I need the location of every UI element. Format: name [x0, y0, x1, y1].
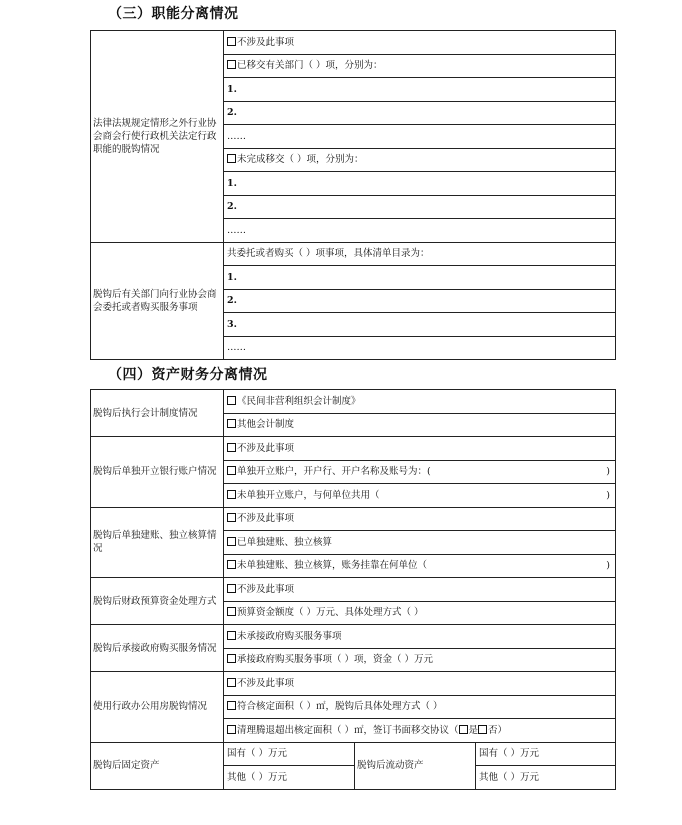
service-purchase-row: 共委托或者购买（ ）项事项，具体清单目录为： — [224, 242, 616, 266]
checkbox[interactable] — [227, 701, 236, 710]
bookkeeping-row: 不涉及此事项 — [224, 507, 616, 531]
function-transfer-label: 法律法规规定情形之外行业协会商会行使行政机关法定行政职能的脱钩情况 — [91, 31, 224, 243]
checkbox[interactable] — [227, 60, 236, 69]
gov-procurement-row: 未承接政府购买服务事项 — [224, 625, 616, 649]
budget-funds-label: 脱钩后财政预算资金处理方式 — [91, 578, 224, 625]
fixed-assets-state-field[interactable]: 国有（ ）万元 — [224, 742, 355, 766]
checkbox[interactable] — [227, 537, 236, 546]
fixed-assets-label: 脱钩后固定资产 — [91, 742, 224, 789]
current-assets-other-field[interactable]: 其他（ ）万元 — [476, 766, 616, 790]
section4-title: （四）资产财务分离情况 — [108, 367, 268, 383]
bank-account-row: 未单独开立账户，与何单位共用（ ) — [224, 484, 616, 508]
current-assets-label: 脱钩后流动资产 — [355, 742, 476, 789]
checkbox[interactable] — [227, 513, 236, 522]
function-transfer-row[interactable]: …… — [224, 219, 616, 243]
checkbox[interactable] — [227, 607, 236, 616]
accounting-system-label: 脱钩后执行会计制度情况 — [91, 390, 224, 437]
service-purchase-row[interactable]: 3. — [224, 313, 616, 337]
gov-procurement-label: 脱钩后承接政府购买服务情况 — [91, 625, 224, 672]
accounting-system-row: 《民间非营利组织会计制度》 — [224, 390, 616, 414]
checkbox[interactable] — [227, 560, 236, 569]
checkbox-yes[interactable] — [459, 725, 468, 734]
gov-procurement-row: 承接政府购买服务事项（ ）项，资金（ ）万元 — [224, 648, 616, 672]
fixed-assets-other-field[interactable]: 其他（ ）万元 — [224, 766, 355, 790]
service-purchase-row[interactable]: 1. — [224, 266, 616, 290]
office-space-row: 清理腾退超出核定面积（ ）㎡，签订书面移交协议（ 是 否） — [224, 719, 616, 743]
function-transfer-row[interactable]: 1. — [224, 172, 616, 196]
checkbox[interactable] — [227, 396, 236, 405]
office-space-row: 符合核定面积（ ）㎡，脱钩后具体处理方式（ ） — [224, 695, 616, 719]
checkbox[interactable] — [227, 443, 236, 452]
function-transfer-row[interactable]: 2. — [224, 101, 616, 125]
current-assets-state-field[interactable]: 国有（ ）万元 — [476, 742, 616, 766]
checkbox[interactable] — [227, 678, 236, 687]
checkbox[interactable] — [227, 490, 236, 499]
service-purchase-row[interactable]: …… — [224, 336, 616, 360]
office-space-row: 不涉及此事项 — [224, 672, 616, 696]
bank-account-row: 不涉及此事项 — [224, 437, 616, 461]
checkbox[interactable] — [227, 419, 236, 428]
budget-funds-row: 不涉及此事项 — [224, 578, 616, 602]
function-transfer-row: 未完成移交（ ）项，分别为： — [224, 148, 616, 172]
bank-account-label: 脱钩后单独开立银行账户情况 — [91, 437, 224, 508]
function-transfer-row[interactable]: …… — [224, 125, 616, 149]
function-transfer-row[interactable]: 1. — [224, 78, 616, 102]
checkbox-no[interactable] — [478, 725, 487, 734]
service-purchase-label: 脱钩后有关部门向行业协会商会委托或者购买服务事项 — [91, 242, 224, 360]
function-transfer-row: 不涉及此事项 — [224, 31, 616, 55]
checkbox[interactable] — [227, 654, 236, 663]
checkbox[interactable] — [227, 154, 236, 163]
bank-account-row: 单独开立账户，开户行、开户名称及账号为：( ) — [224, 460, 616, 484]
budget-funds-row: 预算资金额度（ ）万元、具体处理方式（ ） — [224, 601, 616, 625]
checkbox[interactable] — [227, 725, 236, 734]
section3-title: （三）职能分离情况 — [108, 6, 239, 22]
accounting-system-row: 其他会计制度 — [224, 413, 616, 437]
function-transfer-row[interactable]: 2. — [224, 195, 616, 219]
checkbox[interactable] — [227, 37, 236, 46]
function-separation-table — [90, 30, 616, 360]
checkbox[interactable] — [227, 466, 236, 475]
checkbox[interactable] — [227, 631, 236, 640]
bookkeeping-row: 未单独建账、独立核算，账务挂靠在何单位（ ) — [224, 554, 616, 578]
service-purchase-row[interactable]: 2. — [224, 289, 616, 313]
checkbox[interactable] — [227, 584, 236, 593]
office-space-label: 使用行政办公用房脱钩情况 — [91, 672, 224, 743]
function-transfer-row: 已移交有关部门（ ）项，分别为： — [224, 54, 616, 78]
bookkeeping-label: 脱钩后单独建账、独立核算情况 — [91, 507, 224, 578]
asset-separation-table — [90, 389, 616, 790]
bookkeeping-row: 已单独建账、独立核算 — [224, 531, 616, 555]
